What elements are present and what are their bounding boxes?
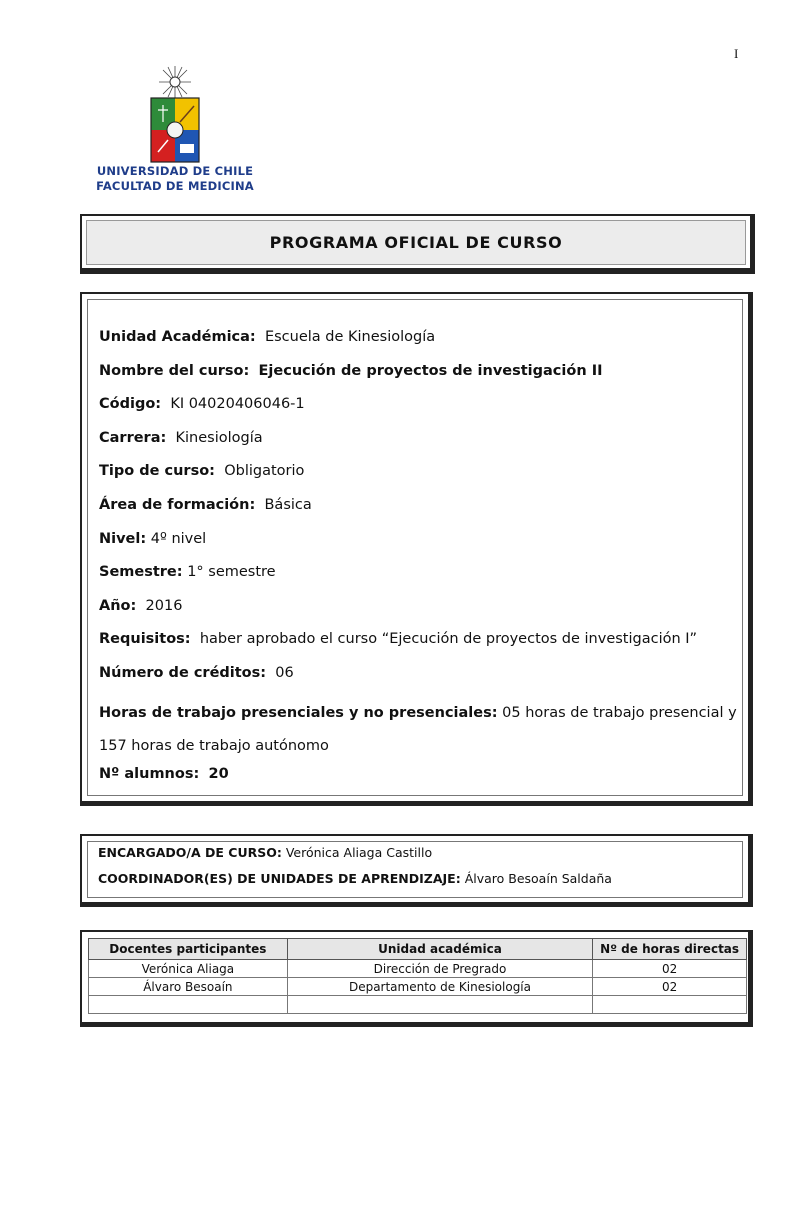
info-anio: Año: 2016	[99, 597, 183, 614]
docentes-table	[88, 938, 747, 1014]
course-info-box	[80, 292, 753, 806]
course-info-list	[99, 327, 740, 797]
table-row	[89, 978, 747, 996]
table-header: Docentes participantes	[89, 939, 288, 960]
info-alumnos: Nº alumnos: 20	[99, 765, 229, 782]
info-carrera: Carrera: Kinesiología	[99, 429, 263, 446]
info-horas: Horas de trabajo presenciales y no presenciales: 05 horas de trabajo presencial y 157 horas de trabajo autónomo	[99, 704, 737, 755]
table-row	[89, 960, 747, 978]
table-header: Unidad académica	[287, 939, 592, 960]
info-codigo: Código: KI 04020406046-1	[99, 396, 305, 413]
table-header: Nº de horas directas	[593, 939, 747, 960]
info-unidad: Unidad Académica: Escuela de Kinesiología	[99, 329, 436, 345]
encargado-line: ENCARGADO/A DE CURSO: Verónica Aliaga Castillo	[98, 845, 433, 860]
table-cell: Dirección de Pregrado	[287, 960, 592, 978]
info-nivel: Nivel: 4º nivel	[99, 530, 207, 547]
info-area: Área de formación: Básica	[99, 496, 312, 513]
coordinador-line: COORDINADOR(ES) DE UNIDADES DE APRENDIZAJE: Álvaro Besoaín Saldaña	[98, 871, 612, 886]
table-header-row	[89, 939, 747, 960]
university-name: UNIVERSIDAD DE CHILE	[96, 164, 254, 178]
document-title: PROGRAMA OFICIAL DE CURSO	[86, 220, 746, 265]
info-semestre: Semestre: 1° semestre	[99, 564, 276, 581]
table-cell	[89, 996, 288, 1014]
university-header	[92, 164, 258, 194]
university-crest-logo	[150, 64, 200, 164]
table-cell: 02	[593, 978, 747, 996]
table-cell	[593, 996, 747, 1014]
staff-box	[80, 834, 753, 907]
table-cell: 02	[593, 960, 747, 978]
info-tipo: Tipo de curso: Obligatorio	[99, 463, 305, 480]
table-cell: Verónica Aliaga	[89, 960, 288, 978]
table-cell: Álvaro Besoaín	[89, 978, 288, 996]
info-requisitos: Requisitos: haber aprobado el curso “Ejecución de proyectos de investigación I”	[99, 631, 698, 648]
table-row	[89, 996, 747, 1014]
faculty-name: FACULTAD DE MEDICINA	[96, 179, 254, 193]
page-number: I	[734, 46, 739, 61]
table-cell	[287, 996, 592, 1014]
table-cell: Departamento de Kinesiología	[287, 978, 592, 996]
docentes-table-box	[80, 930, 753, 1027]
info-nombre: Nombre del curso: Ejecución de proyectos de investigación II	[99, 362, 603, 379]
title-box	[80, 214, 755, 274]
info-creditos: Número de créditos: 06	[99, 664, 294, 681]
